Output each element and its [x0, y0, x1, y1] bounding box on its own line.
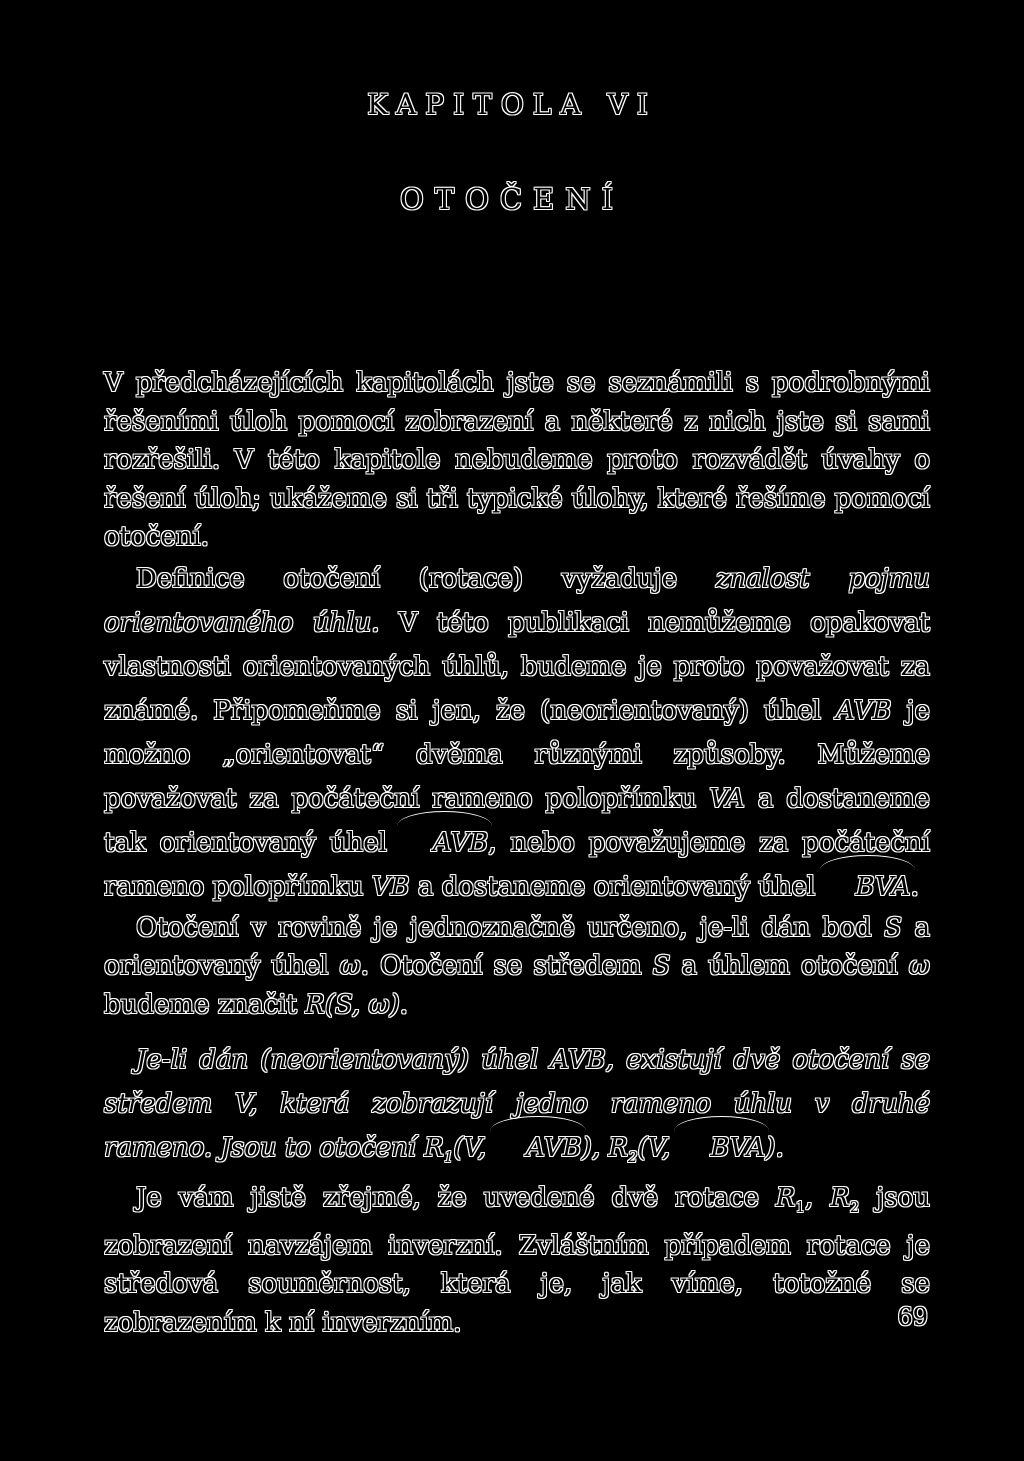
math-point: S [884, 912, 902, 943]
text-run: a úhlem otočení [670, 951, 909, 981]
chapter-title: OTOČENÍ [399, 182, 625, 216]
math-rotation: R [424, 1133, 444, 1163]
text-run: budeme značit [104, 989, 306, 1020]
text-run: (V, [453, 1133, 495, 1163]
text-run: a dostaneme orientovaný úhel [409, 871, 824, 902]
paragraph-intro: V předcházejících kapitolách jste se seznámili s podrobnými řešeními úloh pomocí zobrazení a některé z nich jste si sami rozřešili. V této kapitole nebudeme proto rozvádět úvahy o řešení úloh; ukážeme si tři typické úlohy, které řešíme pomocí otočení. [104, 368, 930, 552]
text-run: . Otočení se středem [360, 951, 653, 981]
math-rotation: R [830, 1183, 850, 1214]
text-run: a dostaneme tak orientovaný úhel [104, 783, 930, 858]
subscript: 2 [627, 1148, 638, 1167]
chapter-heading: KAPITOLA VI [367, 88, 657, 121]
math-rotation: R [608, 1133, 628, 1163]
text-run: V této publikaci nemůžeme opakovat vlastnosti orientovaných úhlů, budeme je proto považovat za známé. Připomeňme si jen, že (neorientovaný) úhel [104, 607, 930, 726]
math-ray: VB [371, 871, 410, 902]
text-run: Otočení v rovině je jednoznačně určeno, je-li dán bod [136, 912, 885, 943]
math-oriented-angle: BVA [678, 1126, 765, 1170]
text-run: , která zobrazují jedno rameno úhlu v druhé rameno. Jsou to otočení [104, 1089, 930, 1163]
text-run: Definice otočení (rotace) vyžaduje [136, 563, 716, 594]
text-run: . [399, 989, 409, 1020]
math-oriented-angle: AVB [401, 821, 488, 865]
text-run: je možno „orientovat“ dvěma různými způsoby. Můžeme považovat za počáteční rameno polopřímku [104, 695, 930, 814]
math-angle: AVB [836, 695, 892, 726]
math-point: V [234, 1089, 250, 1119]
text-run: a orientovaný úhel [104, 912, 930, 981]
paragraph-rotation [104, 909, 930, 1025]
math-notation: R(S, ω) [305, 989, 400, 1020]
math-symbol: ω [339, 951, 361, 981]
text-run: , nebo považujeme za počáteční rameno polopřímku [104, 827, 930, 902]
paragraph-definition [104, 557, 930, 909]
paragraph-theorem [104, 1038, 930, 1179]
text-run: jsou zobrazení navzájem inverzní. Zvláštním případem rotace je středová souměrnost, která je, jak víme, totožné se zobrazením k ní inverzním. [104, 1183, 930, 1338]
math-ray: VA [709, 783, 745, 814]
math-oriented-angle: AVB [494, 1126, 581, 1170]
subscript: 1 [443, 1148, 454, 1167]
text-run: (V, [637, 1133, 679, 1163]
math-angle: AVB [550, 1045, 606, 1075]
text-run: , [805, 1183, 831, 1214]
text-run: ), [581, 1133, 609, 1163]
text-run: Je vám jistě zřejmé, že uvedené dvě rotace [136, 1183, 776, 1214]
math-oriented-angle: BVA [824, 865, 911, 909]
subscript: 2 [849, 1198, 860, 1217]
text-run: . [910, 871, 919, 902]
math-rotation: R [775, 1183, 796, 1214]
text-run: Je-li dán (neorientovaný) úhel [136, 1045, 551, 1075]
body-text [104, 364, 930, 1342]
page-number: 69 [897, 1303, 928, 1331]
emphasis-text: znalost pojmu orientovaného úhlu. [104, 563, 930, 638]
text-run: ). [765, 1133, 784, 1163]
math-symbol: ω [908, 951, 930, 981]
math-point: S [652, 951, 671, 981]
paragraph-inverse [104, 1179, 930, 1342]
subscript: 1 [795, 1198, 806, 1217]
text-run: , existují dvě otočení se středem [104, 1045, 930, 1119]
